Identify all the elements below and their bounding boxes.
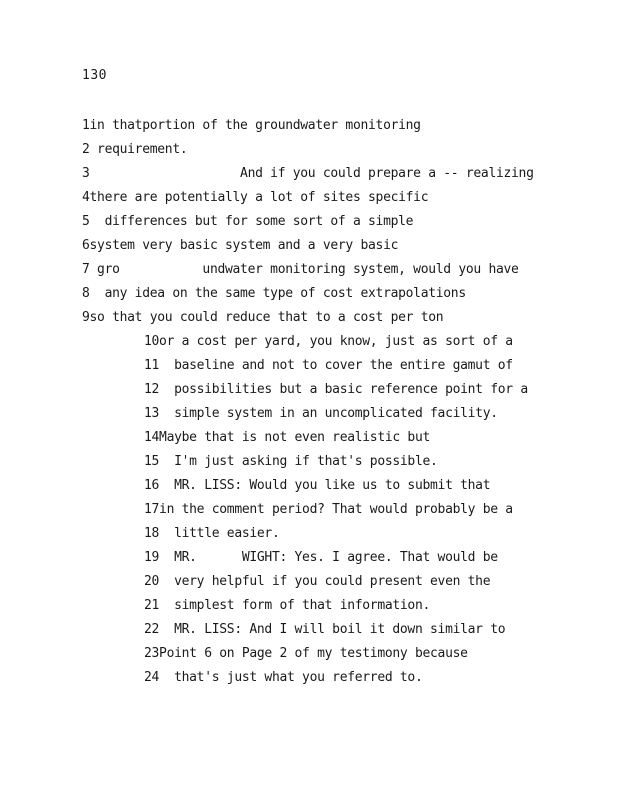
transcript-line-21: 21 simplest form of that information. (144, 598, 431, 613)
transcript-line-22: 22 MR. LISS: And I will boil it down similar to (144, 622, 506, 637)
transcript-line-9: 9so that you could reduce that to a cost per ton (82, 310, 444, 325)
transcript-line-16: 16 MR. LISS: Would you like us to submit that (144, 478, 491, 493)
transcript-line-6: 6system very basic system and a very basic (82, 238, 399, 253)
transcript-line-20: 20 very helpful if you could present even the (144, 574, 491, 589)
transcript-line-11: 11 baseline and not to cover the entire gamut of (144, 358, 513, 373)
transcript-line-15: 15 I'm just asking if that's possible. (144, 454, 438, 469)
transcript-line-13: 13 simple system in an uncomplicated facility. (144, 406, 498, 421)
transcript-line-18: 18 little easier. (144, 526, 280, 541)
transcript-line-8: 8 any idea on the same type of cost extrapolations (82, 286, 466, 301)
transcript-line-7: 7 gro undwater monitoring system, would you have (82, 262, 519, 277)
transcript-line-17: 17in the comment period? That would probably be a (144, 502, 513, 517)
transcript-line-19: 19 MR. WIGHT: Yes. I agree. That would be (144, 550, 498, 565)
transcript-line-23: 23Point 6 on Page 2 of my testimony because (144, 646, 468, 661)
transcript-line-2: 2 requirement. (82, 142, 188, 157)
transcript-line-5: 5 differences but for some sort of a simple (82, 214, 414, 229)
page-number: 130 (82, 68, 107, 83)
transcript-line-24: 24 that's just what you referred to. (144, 670, 423, 685)
transcript-line-14: 14Maybe that is not even realistic but (144, 430, 431, 445)
transcript-line-12: 12 possibilities but a basic reference point for a (144, 382, 528, 397)
transcript-line-1: 1in thatportion of the groundwater monitoring (82, 118, 421, 133)
transcript-line-4: 4there are potentially a lot of sites specific (82, 190, 429, 205)
transcript-line-3: 3 And if you could prepare a -- realizing (82, 166, 534, 181)
transcript-line-10: 10or a cost per yard, you know, just as sort of a (144, 334, 513, 349)
